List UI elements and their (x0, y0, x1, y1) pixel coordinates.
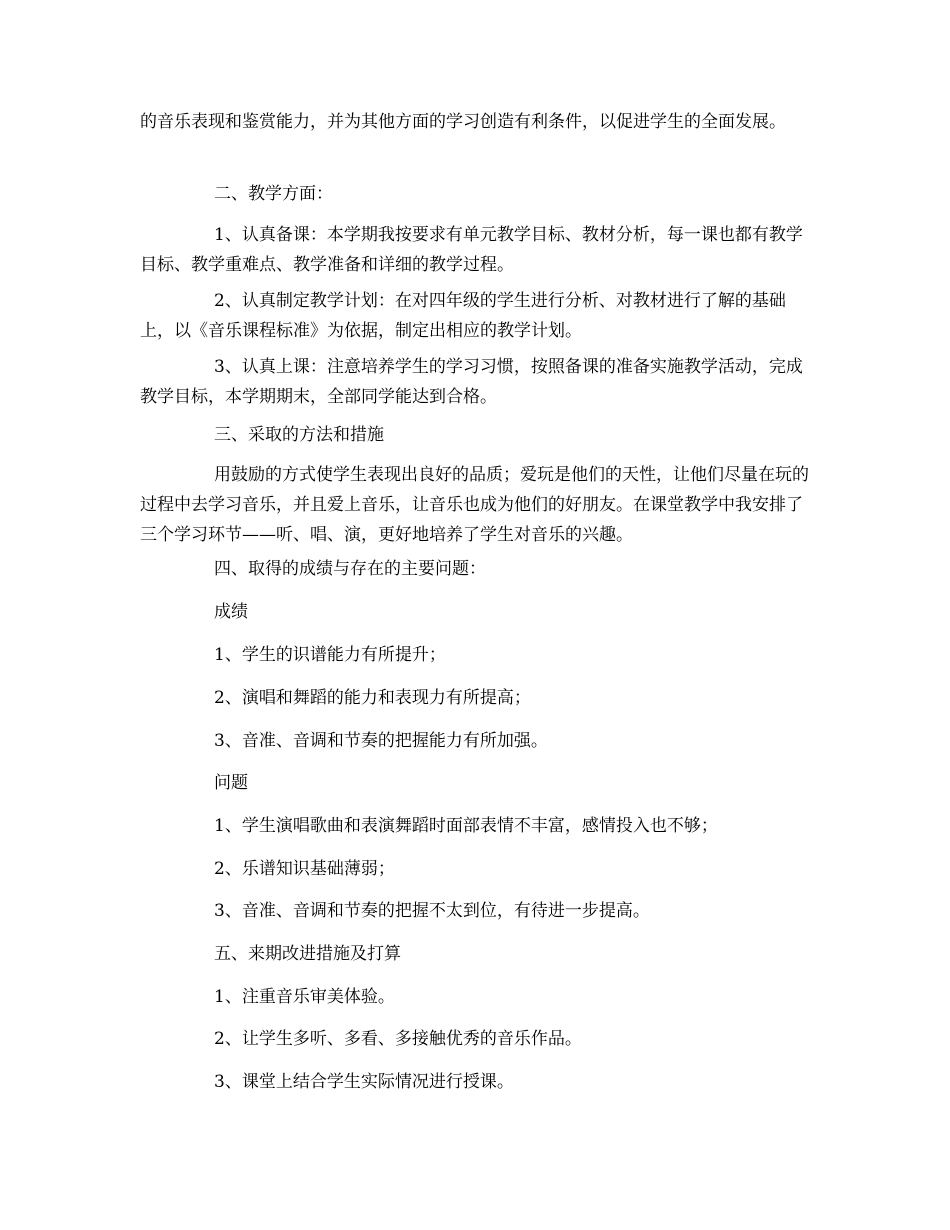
problem-item-3: 3、音准、音调和节奏的把握不太到位，有待进一步提高。 (214, 901, 650, 921)
achievement-item-1: 1、学生的识谱能力有所提升； (214, 645, 446, 665)
problem-item-2: 2、乐谱知识基础薄弱； (214, 859, 395, 879)
paragraph-teaching-plan: 2、认真制定教学计划：在对四年级的学生进行分析、对教材进行了解的基础上，以《音乐课程标准》为依据，制定出相应的教学计划。 (140, 291, 786, 341)
improvement-item-2: 2、让学生多听、多看、多接触优秀的音乐作品。 (214, 1029, 582, 1049)
paragraph-continuation: 的音乐表现和鉴赏能力，并为其他方面的学习创造有利条件，以促进学生的全面发展。 (140, 112, 786, 132)
section-heading-teaching: 二、教学方面： (214, 184, 333, 204)
improvement-item-1: 1、注重音乐审美体验。 (214, 987, 395, 1007)
section-heading-results: 四、取得的成绩与存在的主要问题： (214, 559, 486, 579)
paragraph-class-teaching: 3、认真上课：注意培养学生的学习习惯，按照备课的准备实施教学活动，完成教学目标，本学期期末，全部同学能达到合格。 (140, 357, 803, 407)
paragraph-methods: 用鼓励的方式使学生表现出良好的品质；爱玩是他们的天性，让他们尽量在玩的过程中去学习音乐，并且爱上音乐，让音乐也成为他们的好朋友。在课堂教学中我安排了三个学习环节——听、唱、演，更好地培养了学生对音乐的兴趣。 (140, 465, 809, 545)
section-heading-improvements: 五、来期改进措施及打算 (214, 944, 401, 964)
problems-label: 问题 (214, 773, 248, 793)
achievement-item-2: 2、演唱和舞蹈的能力和表现力有所提高； (214, 688, 531, 708)
paragraph-lesson-prep: 1、认真备课：本学期我按要求有单元教学目标、教材分析，每一课也都有教学目标、教学重难点、教学准备和详细的教学过程。 (140, 225, 803, 275)
improvement-item-3: 3、课堂上结合学生实际情况进行授课。 (214, 1072, 514, 1092)
problem-item-1: 1、学生演唱歌曲和表演舞蹈时面部表情不丰富，感情投入也不够； (214, 816, 718, 836)
achievement-item-3: 3、音准、音调和节奏的把握能力有所加强。 (214, 731, 548, 751)
section-heading-methods: 三、采取的方法和措施 (214, 425, 384, 445)
achievements-label: 成绩 (214, 602, 248, 622)
